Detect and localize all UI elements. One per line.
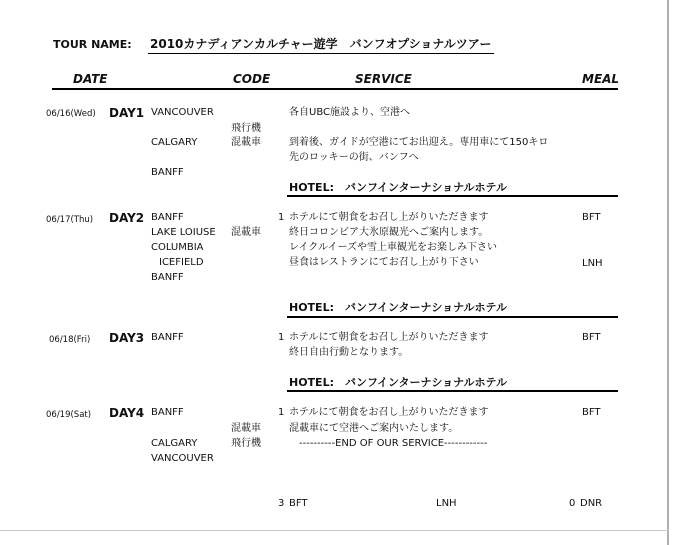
header-rule [52, 88, 618, 90]
place: CALGARY [151, 137, 198, 148]
service-count: 1 [278, 212, 285, 223]
day-date: 06/17(Thu) [46, 215, 94, 225]
dnr-total-count: 0 [569, 498, 576, 509]
hotel-name: HOTEL: バンフインターナショナルホテル [289, 181, 508, 194]
bft-total-count: 3 [278, 498, 285, 509]
transport-code: 混載車 [231, 137, 261, 148]
transport-code: 飛行機 [231, 438, 261, 449]
place: BANFF [151, 272, 184, 283]
bft-total-label: BFT [289, 498, 308, 509]
day-date: 06/19(Sat) [46, 410, 92, 420]
place: ICEFIELD [159, 257, 204, 268]
hotel-name: HOTEL: バンフインターナショナルホテル [289, 301, 508, 314]
place: LAKE LOIUSE [151, 227, 216, 238]
day-label: DAY1 [109, 106, 145, 120]
service-line: 終日自由行動となります。 [289, 347, 409, 358]
page-edge-bottom [0, 530, 669, 531]
column-header-code: CODE [233, 72, 271, 86]
service-count: 1 [278, 332, 285, 343]
service-line: 先のロッキーの街、バンフへ [289, 152, 419, 163]
place: VANCOUVER [151, 453, 214, 464]
column-header-meal: MEAL [582, 72, 620, 86]
tour-title-underline [148, 53, 494, 54]
service-line: 終日コロンビア大氷原観光へご案内します。 [289, 227, 489, 238]
meal-code: BFT [582, 212, 601, 223]
transport-code: 混載車 [231, 423, 261, 434]
day-date: 06/18(Fri) [49, 335, 91, 345]
place: BANFF [151, 332, 184, 343]
service-line: 到着後、ガイドが空港にてお出迎え。専用車にて150キロ [289, 137, 549, 148]
place: VANCOUVER [151, 107, 214, 118]
meal-code: LNH [582, 258, 603, 269]
hotel-name: HOTEL: バンフインターナショナルホテル [289, 376, 508, 389]
column-header-date: DATE [73, 72, 108, 86]
meal-code: BFT [582, 332, 601, 343]
service-line: ホテルにて朝食をお召し上がりいただきます [289, 407, 489, 418]
dnr-total-label: DNR [580, 498, 603, 509]
place: COLUMBIA [151, 242, 204, 253]
day-label: DAY3 [109, 331, 145, 345]
column-header-service: SERVICE [355, 72, 412, 86]
place: BANFF [151, 407, 184, 418]
day-date: 06/16(Wed) [46, 109, 96, 119]
service-count: 1 [278, 407, 285, 418]
hotel-rule [287, 390, 618, 392]
service-line: 各自UBC施設より、空港へ [289, 107, 410, 118]
meal-code: BFT [582, 407, 601, 418]
day-label: DAY2 [109, 211, 145, 225]
end-of-service-line: ----------END OF OUR SERVICE------------ [299, 438, 488, 449]
lnh-total-label: LNH [436, 498, 457, 509]
place: BANFF [151, 167, 184, 178]
place: BANFF [151, 212, 184, 223]
tour-title: 2010カナディアンカルチャー遊学 バンフオプショナルツアー [150, 37, 492, 51]
service-line: レイクルイーズや雪上車観光をお楽しみ下さい [289, 242, 497, 253]
page-edge-right [667, 0, 669, 545]
hotel-rule [287, 195, 618, 197]
service-line: ホテルにて朝食をお召し上がりいただきます [289, 212, 489, 223]
service-line: ホテルにて朝食をお召し上がりいただきます [289, 332, 489, 343]
place: CALGARY [151, 438, 198, 449]
transport-code: 飛行機 [231, 123, 261, 134]
hotel-rule [287, 316, 618, 318]
service-line: 昼食はレストランにてお召し上がり下さい [289, 257, 479, 268]
tour-name-label: TOUR NAME: [53, 38, 132, 51]
transport-code: 混載車 [231, 227, 261, 238]
day-label: DAY4 [109, 406, 145, 420]
service-line: 混載車にて空港へご案内いたします。 [289, 423, 459, 434]
